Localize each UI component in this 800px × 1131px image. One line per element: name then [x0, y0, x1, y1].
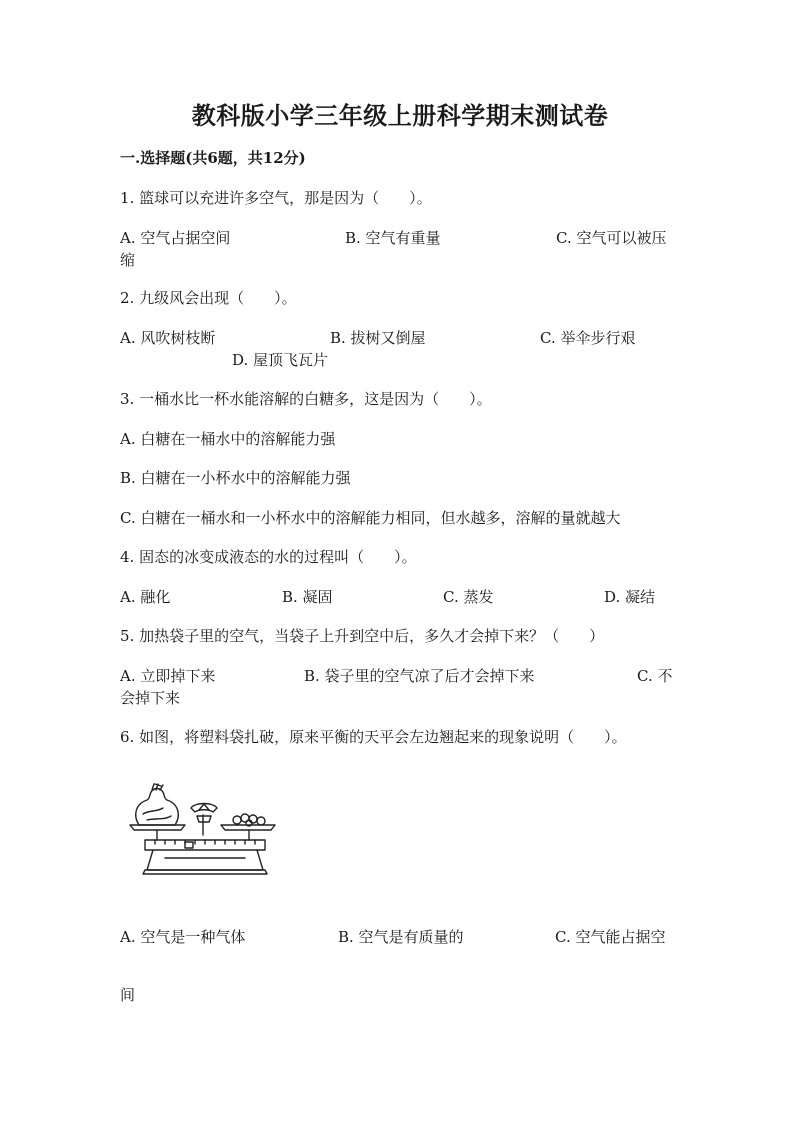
question-4-stem: 4. 固态的冰变成液态的水的过程叫（ ）。	[120, 548, 417, 566]
section-heading: 一.选择题(共6题，共12分)	[120, 149, 306, 167]
question-4-option-a: A. 融化	[120, 588, 171, 606]
question-3-option-a: A. 白糖在一桶水中的溶解能力强	[120, 430, 336, 448]
question-5-option-c: C. 不	[637, 667, 673, 685]
question-5-option-a: A. 立即掉下来	[120, 667, 216, 685]
question-1-option-b: B. 空气有重量	[345, 229, 441, 247]
question-3-option-b: B. 白糖在一小杯水中的溶解能力强	[120, 469, 351, 487]
page-title: 教科版小学三年级上册科学期末测试卷	[191, 101, 609, 130]
question-1-option-c: C. 空气可以被压	[556, 229, 667, 247]
question-2-option-c: C. 举伞步行艰	[540, 329, 636, 347]
question-3-option-c: C. 白糖在一桶水和一小杯水中的溶解能力相同，但水越多，溶解的量就越大	[120, 509, 621, 527]
question-2-option-d: D. 屋顶飞瓦片	[232, 351, 329, 369]
question-5-option-b: B. 袋子里的空气凉了后才会掉下来	[304, 667, 535, 685]
question-1-option-c-wrap: 缩	[120, 251, 136, 269]
question-1-stem: 1. 篮球可以充进许多空气，那是因为（ ）。	[120, 189, 432, 207]
question-6-option-a: A. 空气是一种气体	[120, 928, 246, 946]
question-2-option-a: A. 风吹树枝断	[120, 329, 216, 347]
question-6-option-b: B. 空气是有质量的	[338, 928, 464, 946]
question-6-option-c-wrap: 间	[120, 986, 136, 1004]
question-4-option-c: C. 蒸发	[443, 588, 494, 606]
question-6-option-c: C. 空气能占据空	[555, 928, 666, 946]
question-2-option-b: B. 拔树又倒屋	[330, 329, 426, 347]
question-2-stem: 2. 九级风会出现（ ）。	[120, 289, 297, 307]
question-1-option-a: A. 空气占据空间	[120, 229, 231, 247]
question-4-option-b: B. 凝固	[282, 588, 333, 606]
question-3-stem: 3. 一桶水比一杯水能溶解的白糖多，这是因为（ ）。	[120, 390, 492, 408]
balance-scale-icon	[125, 780, 285, 880]
question-5-stem: 5. 加热袋子里的空气，当袋子上升到空中后，多久才会掉下来？（ ）	[120, 627, 605, 645]
question-6-stem: 6. 如图，将塑料袋扎破，原来平衡的天平会左边翘起来的现象说明（ ）。	[120, 728, 627, 746]
question-5-option-c-wrap: 会掉下来	[120, 689, 181, 707]
question-4-option-d: D. 凝结	[604, 588, 656, 606]
